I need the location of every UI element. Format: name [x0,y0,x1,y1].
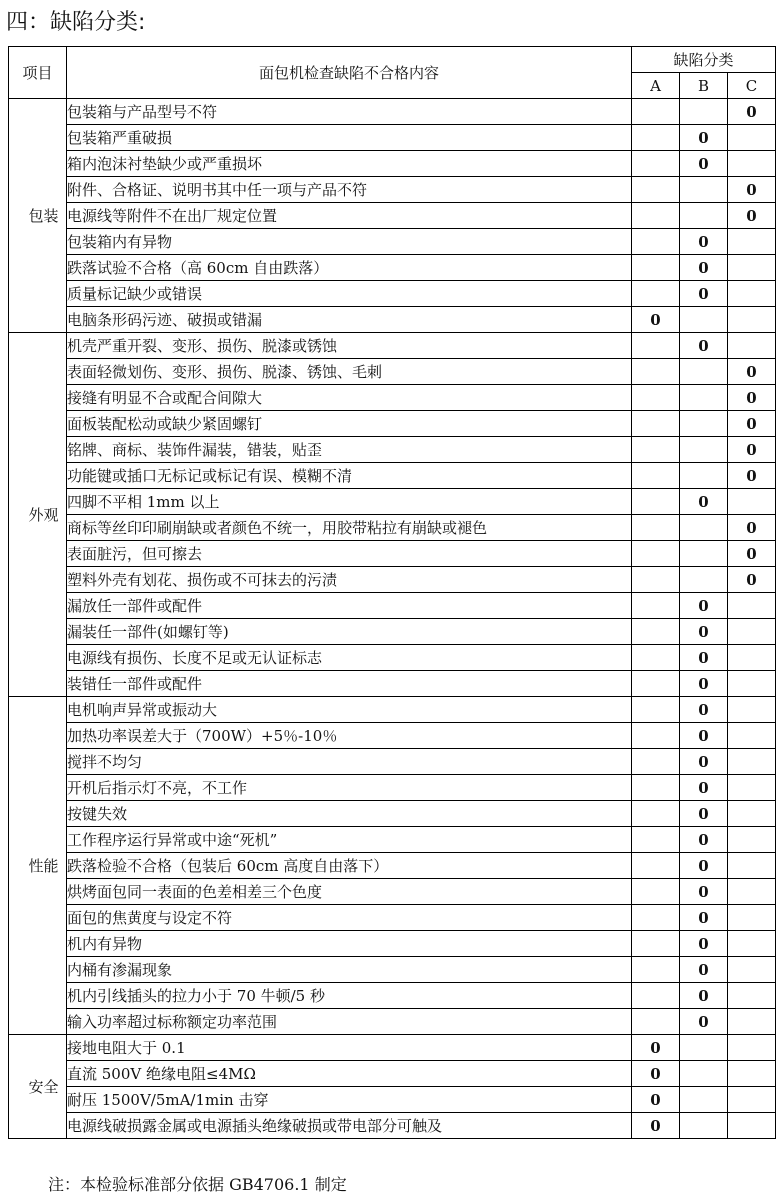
class-a-mark [632,1009,680,1035]
class-a-mark [632,333,680,359]
class-c-mark [728,1087,776,1113]
class-a-mark [632,463,680,489]
defect-description: 漏装任一部件(如螺钉等) [67,619,632,645]
defect-description: 耐压 1500V/5mA/1min 击穿 [67,1087,632,1113]
class-b-mark: 0 [680,957,728,983]
class-a-mark [632,567,680,593]
table-row [9,697,776,723]
class-c-mark [728,333,776,359]
table-row [9,931,776,957]
table-row [9,905,776,931]
class-b-mark [680,203,728,229]
defect-description: 包装箱与产品型号不符 [67,99,632,125]
class-c-mark: 0 [728,359,776,385]
class-b-mark: 0 [680,697,728,723]
category-cell [9,99,67,333]
table-row [9,619,776,645]
defect-description: 工作程序运行异常或中途“死机” [67,827,632,853]
class-c-mark [728,255,776,281]
table-row [9,671,776,697]
category-cell [9,333,67,697]
defect-description: 质量标记缺少或错误 [67,281,632,307]
class-b-mark [680,359,728,385]
table-row [9,385,776,411]
class-b-mark [680,385,728,411]
class-a-mark: 0 [632,1087,680,1113]
defect-description: 加热功率误差大于（700W）+5％-10％ [67,723,632,749]
class-b-mark: 0 [680,1009,728,1035]
category-label: 外观 [28,505,59,524]
class-b-mark [680,1113,728,1139]
class-b-mark: 0 [680,827,728,853]
class-c-mark [728,645,776,671]
class-a-mark: 0 [632,307,680,333]
class-a-mark [632,931,680,957]
defect-description: 内桶有渗漏现象 [67,957,632,983]
class-c-mark: 0 [728,541,776,567]
class-c-mark [728,983,776,1009]
defect-description: 功能键或插口无标记或标记有误、模糊不清 [67,463,632,489]
class-c-mark [728,593,776,619]
class-a-mark [632,151,680,177]
category-label: 包装 [28,206,59,225]
class-b-mark [680,567,728,593]
class-c-mark [728,957,776,983]
class-a-mark [632,957,680,983]
defect-description: 接缝有明显不合或配合间隙大 [67,385,632,411]
class-b-mark: 0 [680,983,728,1009]
defect-description: 电源线有损伤、长度不足或无认证标志 [67,645,632,671]
table-row [9,775,776,801]
defect-description: 电机响声异常或振动大 [67,697,632,723]
table-row [9,177,776,203]
class-b-mark [680,437,728,463]
table-row [9,723,776,749]
table-row [9,1035,776,1061]
table-row [9,359,776,385]
class-a-mark [632,827,680,853]
class-c-mark [728,1061,776,1087]
category-cell [9,697,67,1035]
class-c-mark [728,1009,776,1035]
defect-description: 机壳严重开裂、变形、损伤、脱漆或锈蚀 [67,333,632,359]
class-a-mark [632,853,680,879]
class-c-mark [728,697,776,723]
table-row [9,1113,776,1139]
defect-classification-table [8,46,776,1139]
table-row [9,541,776,567]
class-b-mark: 0 [680,229,728,255]
table-row [9,749,776,775]
class-c-mark: 0 [728,177,776,203]
class-c-mark [728,125,776,151]
class-c-mark [728,775,776,801]
class-c-mark [728,853,776,879]
class-a-mark: 0 [632,1113,680,1139]
class-b-mark: 0 [680,749,728,775]
class-c-mark: 0 [728,567,776,593]
class-a-mark [632,385,680,411]
defect-description: 面板装配松动或缺少紧固螺钉 [67,411,632,437]
defect-description: 电源线等附件不在出厂规定位置 [67,203,632,229]
table-row [9,203,776,229]
class-a-mark [632,671,680,697]
class-b-mark: 0 [680,151,728,177]
class-c-mark: 0 [728,411,776,437]
header-class-a: A [632,73,680,99]
class-c-mark [728,827,776,853]
category-cell [9,1035,67,1139]
class-c-mark: 0 [728,203,776,229]
class-b-mark [680,463,728,489]
class-a-mark [632,775,680,801]
class-b-mark: 0 [680,801,728,827]
defect-description: 铭牌、商标、装饰件漏装，错装，贴歪 [67,437,632,463]
class-a-mark [632,983,680,1009]
header-item: 项目 [9,47,67,99]
class-c-mark [728,489,776,515]
table-row [9,333,776,359]
table-row [9,567,776,593]
class-c-mark: 0 [728,463,776,489]
class-a-mark [632,697,680,723]
table-row [9,1009,776,1035]
class-b-mark: 0 [680,593,728,619]
defect-description: 电脑条形码污迹、破损或错漏 [67,307,632,333]
class-a-mark [632,593,680,619]
class-c-mark [728,281,776,307]
header-content: 面包机检查缺陷不合格内容 [67,47,632,99]
table-row [9,515,776,541]
table-row [9,957,776,983]
defect-description: 按键失效 [67,801,632,827]
table-row [9,983,776,1009]
table-row [9,489,776,515]
footnote: 注：本检验标准部分依据 GB4706.1 制定 [48,1175,347,1194]
defect-description: 接地电阻大于 0.1 [67,1035,632,1061]
defect-description: 搅拌不均匀 [67,749,632,775]
class-c-mark [728,905,776,931]
class-a-mark [632,541,680,567]
defect-description: 塑料外壳有划花、损伤或不可抹去的污渍 [67,567,632,593]
class-b-mark: 0 [680,489,728,515]
defect-description: 烘烤面包同一表面的色差相差三个色度 [67,879,632,905]
class-b-mark [680,1087,728,1113]
section-heading: 四：缺陷分类: [6,10,146,35]
header-defect-class: 缺陷分类 [632,47,776,73]
class-a-mark [632,437,680,463]
class-b-mark: 0 [680,931,728,957]
class-a-mark [632,749,680,775]
table-row [9,1087,776,1113]
defect-description: 商标等丝印印刷崩缺或者颜色不统一，用胶带粘拉有崩缺或褪色 [67,515,632,541]
class-b-mark: 0 [680,645,728,671]
defect-description: 直流 500V 绝缘电阻≤4MΩ [67,1061,632,1087]
defect-description: 表面脏污，但可擦去 [67,541,632,567]
table-row [9,593,776,619]
class-b-mark: 0 [680,125,728,151]
class-c-mark [728,1113,776,1139]
class-a-mark: 0 [632,1061,680,1087]
class-a-mark: 0 [632,1035,680,1061]
class-c-mark [728,619,776,645]
table-row [9,151,776,177]
class-b-mark [680,515,728,541]
table-row [9,411,776,437]
class-c-mark [728,879,776,905]
table-row [9,125,776,151]
class-c-mark [728,671,776,697]
class-b-mark: 0 [680,255,728,281]
defect-description: 机内引线插头的拉力小于 70 牛顿/5 秒 [67,983,632,1009]
class-a-mark [632,645,680,671]
class-a-mark [632,125,680,151]
class-b-mark: 0 [680,853,728,879]
class-b-mark [680,541,728,567]
table-row [9,645,776,671]
class-c-mark [728,801,776,827]
table-row [9,255,776,281]
class-b-mark: 0 [680,879,728,905]
class-a-mark [632,801,680,827]
class-c-mark: 0 [728,99,776,125]
table-row [9,437,776,463]
defect-description: 漏放任一部件或配件 [67,593,632,619]
class-c-mark: 0 [728,385,776,411]
defect-description: 附件、合格证、说明书其中任一项与产品不符 [67,177,632,203]
class-b-mark: 0 [680,619,728,645]
class-a-mark [632,619,680,645]
class-a-mark [632,99,680,125]
class-b-mark: 0 [680,333,728,359]
defect-description: 机内有异物 [67,931,632,957]
class-c-mark [728,307,776,333]
class-a-mark [632,203,680,229]
defect-description: 包装箱内有异物 [67,229,632,255]
defect-description: 表面轻微划伤、变形、损伤、脱漆、锈蚀、毛刺 [67,359,632,385]
class-c-mark: 0 [728,437,776,463]
defect-description: 四脚不平相 1mm 以上 [67,489,632,515]
class-b-mark [680,307,728,333]
category-label: 安全 [28,1077,59,1096]
defect-description: 装错任一部件或配件 [67,671,632,697]
class-a-mark [632,255,680,281]
table-row [9,307,776,333]
class-b-mark [680,411,728,437]
table-row [9,281,776,307]
header-class-b: B [680,73,728,99]
class-b-mark [680,177,728,203]
table-row [9,827,776,853]
class-c-mark [728,723,776,749]
class-b-mark [680,99,728,125]
class-c-mark [728,749,776,775]
class-a-mark [632,229,680,255]
table-row [9,879,776,905]
class-b-mark: 0 [680,281,728,307]
class-a-mark [632,489,680,515]
defect-description: 输入功率超过标称额定功率范围 [67,1009,632,1035]
defect-description: 面包的焦黄度与设定不符 [67,905,632,931]
table-row [9,99,776,125]
class-a-mark [632,281,680,307]
table-row [9,853,776,879]
defect-description: 电源线破损露金属或电源插头绝缘破损或带电部分可触及 [67,1113,632,1139]
class-a-mark [632,905,680,931]
class-c-mark: 0 [728,515,776,541]
table-row [9,229,776,255]
class-c-mark [728,151,776,177]
class-c-mark [728,931,776,957]
class-b-mark: 0 [680,775,728,801]
class-a-mark [632,879,680,905]
class-c-mark [728,229,776,255]
class-b-mark: 0 [680,671,728,697]
class-b-mark [680,1061,728,1087]
table-row [9,1061,776,1087]
class-b-mark [680,1035,728,1061]
class-a-mark [632,177,680,203]
table-row [9,801,776,827]
defect-description: 包装箱严重破损 [67,125,632,151]
defect-description: 开机后指示灯不亮，不工作 [67,775,632,801]
class-a-mark [632,515,680,541]
class-a-mark [632,411,680,437]
header-class-c: C [728,73,776,99]
table-row [9,463,776,489]
defect-description: 箱内泡沫衬垫缺少或严重损坏 [67,151,632,177]
class-c-mark [728,1035,776,1061]
class-b-mark: 0 [680,723,728,749]
defect-description: 跌落检验不合格（包装后 60cm 高度自由落下） [67,853,632,879]
class-b-mark: 0 [680,905,728,931]
category-label: 性能 [28,856,59,875]
defect-description: 跌落试验不合格（高 60cm 自由跌落） [67,255,632,281]
class-a-mark [632,359,680,385]
class-a-mark [632,723,680,749]
